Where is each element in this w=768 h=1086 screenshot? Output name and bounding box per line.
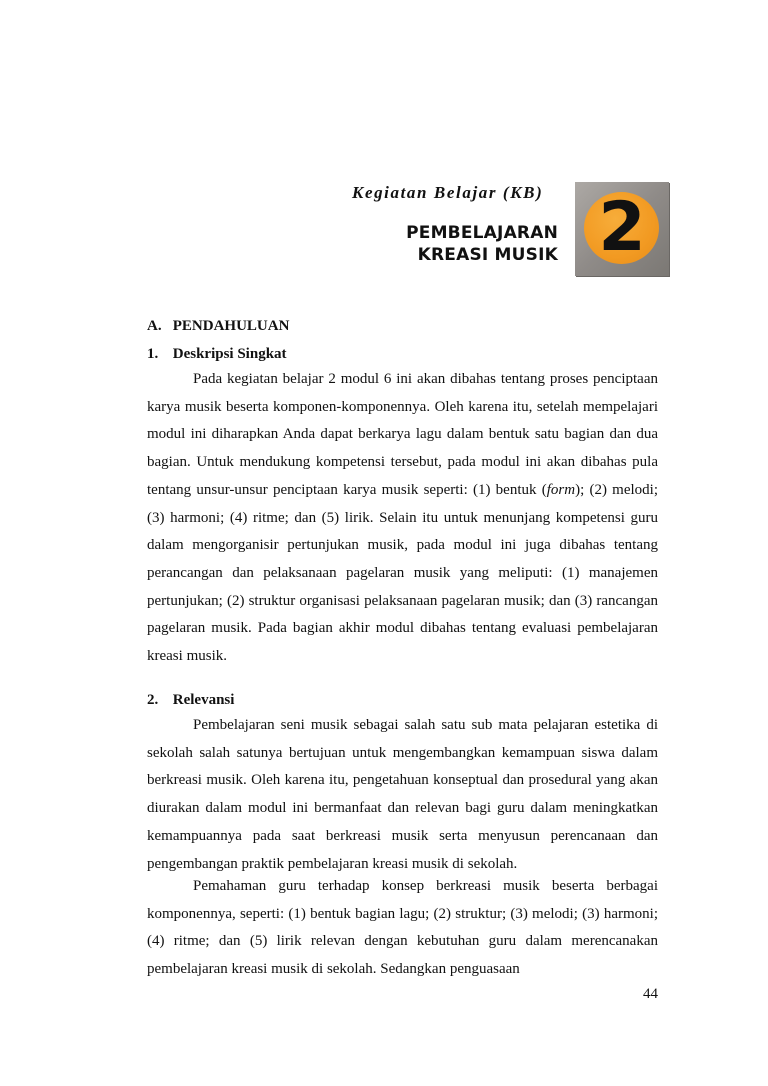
paragraph-relevansi-1: Pembelajaran seni musik sebagai salah satu sub mata pelajaran estetika di sekolah salah satunya bertujuan untuk mengembangkan kemampuan siswa dalam berkreasi musik. Oleh karena itu, pengetahuan konseptual dan prosedural yang akan diurakan dalam modul ini bermanfaat dan relevan bagi guru dalam meningkatkan kemampuannya pada saat berkreasi musik serta menyusun perencanaan dan pengembangan praktik pembelajaran kreasi musik di sekolah. bbox=[147, 717, 658, 872]
subsection-2-title: Relevansi bbox=[172, 692, 235, 708]
page-number: 44 bbox=[643, 986, 658, 1002]
chapter-title-line-1: PEMBELAJARAN bbox=[406, 223, 558, 243]
section-a-heading bbox=[147, 316, 289, 336]
paragraph-deskripsi bbox=[147, 366, 658, 671]
paragraph-deskripsi-part2: ); (2) melodi; (3) harmoni; (4) ritme; dan (5) lirik. Selain itu untuk menunjang kompetensi guru dalam mengorganisir pertunjukan musik, pada modul ini juga dibahas tentang perancangan dan pelaksanaan pagelaran musik yang meliputi: (1) manajemen pertunjukan; (2) struktur organisasi pelaksanaan pagelaran musik; dan (3) rancangan pagelaran musik. Pada bagian akhir modul dibahas tentang evaluasi pembelajaran kreasi musik. bbox=[147, 481, 659, 665]
subsection-2-heading bbox=[147, 690, 234, 710]
subsection-2-number: 2. bbox=[147, 692, 159, 708]
paragraph-deskripsi-italic: form bbox=[546, 481, 576, 498]
paragraph-relevansi-2: Pemahaman guru terhadap konsep berkreasi musik beserta berbagai komponennya, seperti: (1) bentuk bagian lagu; (2) struktur; (3) melodi; (3) harmoni; (4) ritme; dan (5) lirik relevan dengan kebutuhan guru dalam merencanakan pembelajaran kreasi musik di sekolah. Sedangkan penguasaan bbox=[147, 878, 658, 978]
subsection-1-number: 1. bbox=[147, 346, 159, 362]
section-a-letter: A. bbox=[147, 318, 162, 334]
subsection-1-title: Deskripsi Singkat bbox=[172, 346, 287, 362]
badge-number: 2 bbox=[598, 188, 646, 267]
chapter-title-line-2: KREASI MUSIK bbox=[417, 245, 558, 265]
subsection-1-heading bbox=[147, 344, 287, 364]
paragraph-deskripsi-part1: Pada kegiatan belajar 2 modul 6 ini akan dibahas tentang proses penciptaan karya musik beserta komponen-komponennya. Oleh karena itu, setelah mempelajari modul ini diharapkan Anda dapat berkarya lagu dalam bentuk satu bagian dan dua bagian. Untuk mendukung kompetensi tersebut, pada modul ini akan dibahas pula tentang unsur-unsur penciptaan karya musik seperti: (1) bentuk ( bbox=[147, 371, 658, 498]
chapter-number-badge bbox=[575, 182, 669, 276]
section-a-title: PENDAHULUAN bbox=[172, 318, 290, 334]
kb-label: Kegiatan Belajar (KB) bbox=[352, 183, 544, 202]
chapter-title bbox=[406, 222, 558, 266]
